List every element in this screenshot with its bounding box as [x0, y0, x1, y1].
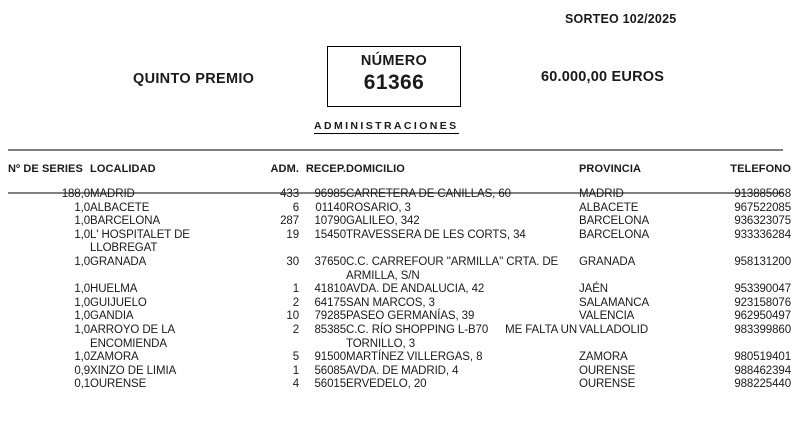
cell-telefono: 980519401	[734, 351, 791, 364]
cell-localidad: L' HOSPITALET DE LLOBREGAT	[90, 228, 190, 255]
table-row	[8, 351, 791, 365]
domicilio-line-1: SAN MARCOS, 3	[346, 296, 435, 309]
cell-provincia: ALBACETE	[579, 201, 639, 214]
cell-series: 1,0	[74, 228, 90, 241]
table-header-row	[8, 162, 791, 176]
cell-adm: 4	[292, 378, 299, 391]
cell-localidad: GRANADA	[90, 255, 147, 268]
cell-adm: 19	[286, 228, 299, 241]
table-row	[8, 378, 791, 392]
column-header-telefono: TELEFONO	[730, 163, 791, 175]
domicilio-line-1: TRAVESSERA DE LES CORTS, 34	[346, 228, 526, 241]
domicilio-line-1: GALILEO, 342	[346, 215, 420, 228]
cell-recep: 01140	[315, 201, 346, 214]
cell-series: 1,0	[74, 283, 90, 296]
column-header-domicilio: DOMICILIO	[346, 163, 405, 175]
cell-series: 1,0	[74, 201, 90, 214]
cell-provincia: ZAMORA	[579, 351, 628, 364]
table-row	[8, 229, 791, 256]
cell-localidad: BARCELONA	[90, 215, 161, 228]
cell-provincia: GRANADA	[579, 255, 636, 268]
cell-adm: 433	[280, 188, 299, 200]
cell-localidad: HUELMA	[90, 283, 138, 296]
domicilio-line-1: AVDA. DE MADRID, 4	[346, 364, 459, 377]
domicilio-line-1: CARRETERA DE CANILLAS, 60	[346, 188, 511, 200]
cell-provincia: OURENSE	[579, 378, 636, 391]
sorteo-label: SORTEO 102/2025	[565, 12, 677, 26]
cell-adm: 30	[286, 255, 299, 268]
cell-series: 0,1	[74, 378, 90, 391]
cell-provincia: MADRID	[579, 188, 624, 200]
domicilio-line-1: PASEO GERMANÍAS, 39	[346, 310, 475, 323]
cell-series: 1,0	[74, 296, 90, 309]
column-header-recep: RECEP.	[305, 163, 346, 175]
cell-telefono: 913885068	[734, 188, 791, 200]
cell-telefono: 923158076	[734, 296, 791, 309]
cell-series: 1,0	[74, 215, 90, 228]
winning-number-value: 61366	[363, 71, 425, 94]
cell-domicilio	[346, 297, 579, 311]
domicilio-line-1: ERVEDELO, 20	[346, 378, 427, 391]
table-row	[8, 310, 791, 324]
domicilio-line-1: ROSARIO, 3	[346, 201, 411, 214]
table-row	[8, 188, 791, 202]
column-header-series: Nº DE SERIES	[8, 163, 83, 175]
cell-domicilio	[346, 202, 579, 216]
column-header-localidad: LOCALIDAD	[90, 163, 156, 175]
cell-series: 188,0	[61, 188, 90, 200]
prize-amount-label: 60.000,00 EUROS	[541, 69, 665, 85]
cell-localidad: ZAMORA	[90, 351, 139, 364]
domicilio-line-1: C.C. RÍO SHOPPING L-B70	[346, 323, 489, 336]
cell-localidad: ARROYO DE LA ENCOMIENDA	[90, 323, 175, 350]
cell-localidad: OURENSE	[90, 378, 147, 391]
cell-recep: 96985	[314, 188, 346, 200]
cell-provincia: JAÉN	[579, 283, 608, 296]
column-header-provincia: PROVINCIA	[579, 163, 642, 175]
header-spacer-row	[8, 176, 791, 188]
table-body	[8, 188, 791, 392]
cell-telefono: 967522085	[734, 201, 791, 214]
domicilio-line-2: TORNILLO, 3	[346, 337, 415, 350]
cell-adm: 6	[292, 201, 299, 214]
winning-number-caption: NÚMERO	[360, 53, 428, 69]
section-title-administraciones: ADMINISTRACIONES	[314, 120, 459, 132]
administraciones-table-wrapper	[0, 162, 791, 392]
table-header	[8, 162, 791, 188]
cell-series: 1,0	[74, 310, 90, 323]
cell-telefono: 933336284	[734, 228, 791, 241]
administraciones-table	[8, 162, 791, 392]
column-header-adm: ADM.	[270, 163, 299, 175]
cell-telefono: 988462394	[734, 364, 791, 377]
cell-recep: 41810	[314, 283, 346, 296]
cell-adm: 2	[292, 323, 299, 336]
cell-series: 1,0	[74, 351, 90, 364]
cell-telefono: 953390047	[734, 283, 791, 296]
cell-adm: 2	[292, 296, 299, 309]
domicilio-note: ME FALTA UN	[505, 323, 578, 336]
cell-domicilio	[346, 215, 579, 229]
cell-recep: 64175	[314, 296, 346, 309]
cell-telefono: 983399860	[734, 323, 791, 336]
cell-provincia: BARCELONA	[579, 228, 650, 241]
cell-provincia: VALLADOLID	[579, 323, 649, 336]
table-row	[8, 297, 791, 311]
domicilio-line-1: C.C. CARREFOUR "ARMILLA" CRTA. DE	[346, 255, 559, 268]
cell-provincia: VALENCIA	[579, 310, 635, 323]
cell-series: 0,9	[74, 364, 90, 377]
table-row	[8, 202, 791, 216]
cell-domicilio	[346, 256, 579, 283]
cell-localidad: XINZO DE LIMIA	[90, 364, 177, 377]
cell-adm: 1	[292, 364, 299, 377]
cell-telefono: 958131200	[734, 255, 791, 268]
table-row	[8, 365, 791, 379]
cell-telefono: 962950497	[734, 310, 791, 323]
cell-recep: 56085	[314, 364, 346, 377]
cell-domicilio	[346, 351, 579, 365]
cell-telefono: 936323075	[734, 215, 791, 228]
domicilio-line-1: MARTÍNEZ VILLERGAS, 8	[346, 351, 483, 364]
cell-provincia: OURENSE	[579, 364, 636, 377]
cell-localidad: MADRID	[90, 188, 135, 200]
cell-recep: 15450	[314, 228, 346, 241]
cell-recep: 91500	[314, 351, 346, 364]
cell-domicilio	[346, 283, 579, 297]
divider-top	[8, 149, 783, 151]
cell-provincia: BARCELONA	[579, 215, 650, 228]
domicilio-line-1: AVDA. DE ANDALUCIA, 42	[346, 283, 485, 296]
cell-recep: 85385	[314, 323, 346, 336]
cell-recep: 56015	[314, 378, 346, 391]
cell-recep: 79285	[314, 310, 346, 323]
cell-adm: 287	[280, 215, 299, 228]
cell-domicilio	[346, 188, 579, 202]
cell-localidad: GANDIA	[90, 310, 134, 323]
header-spacer-cell	[8, 176, 791, 188]
domicilio-line-2: ARMILLA, S/N	[346, 269, 420, 282]
table-row	[8, 215, 791, 229]
cell-domicilio	[346, 310, 579, 324]
table-row	[8, 283, 791, 297]
cell-adm: 1	[292, 283, 299, 296]
cell-recep: 37650	[314, 255, 346, 268]
cell-adm: 5	[292, 351, 299, 364]
cell-localidad: ALBACETE	[90, 201, 150, 214]
winning-number-box	[327, 46, 461, 107]
table-row	[8, 256, 791, 283]
cell-domicilio	[346, 229, 579, 256]
cell-recep: 10790	[314, 215, 346, 228]
cell-provincia: SALAMANCA	[579, 296, 650, 309]
cell-series: 1,0	[74, 323, 90, 336]
cell-series: 1,0	[74, 255, 90, 268]
cell-telefono: 988225440	[734, 378, 791, 391]
table-row	[8, 324, 791, 351]
cell-domicilio	[346, 324, 579, 351]
cell-domicilio	[346, 365, 579, 379]
cell-domicilio	[346, 378, 579, 392]
cell-adm: 10	[286, 310, 299, 323]
cell-localidad: GUIJUELO	[90, 296, 147, 309]
prize-category-label: QUINTO PREMIO	[133, 71, 255, 87]
